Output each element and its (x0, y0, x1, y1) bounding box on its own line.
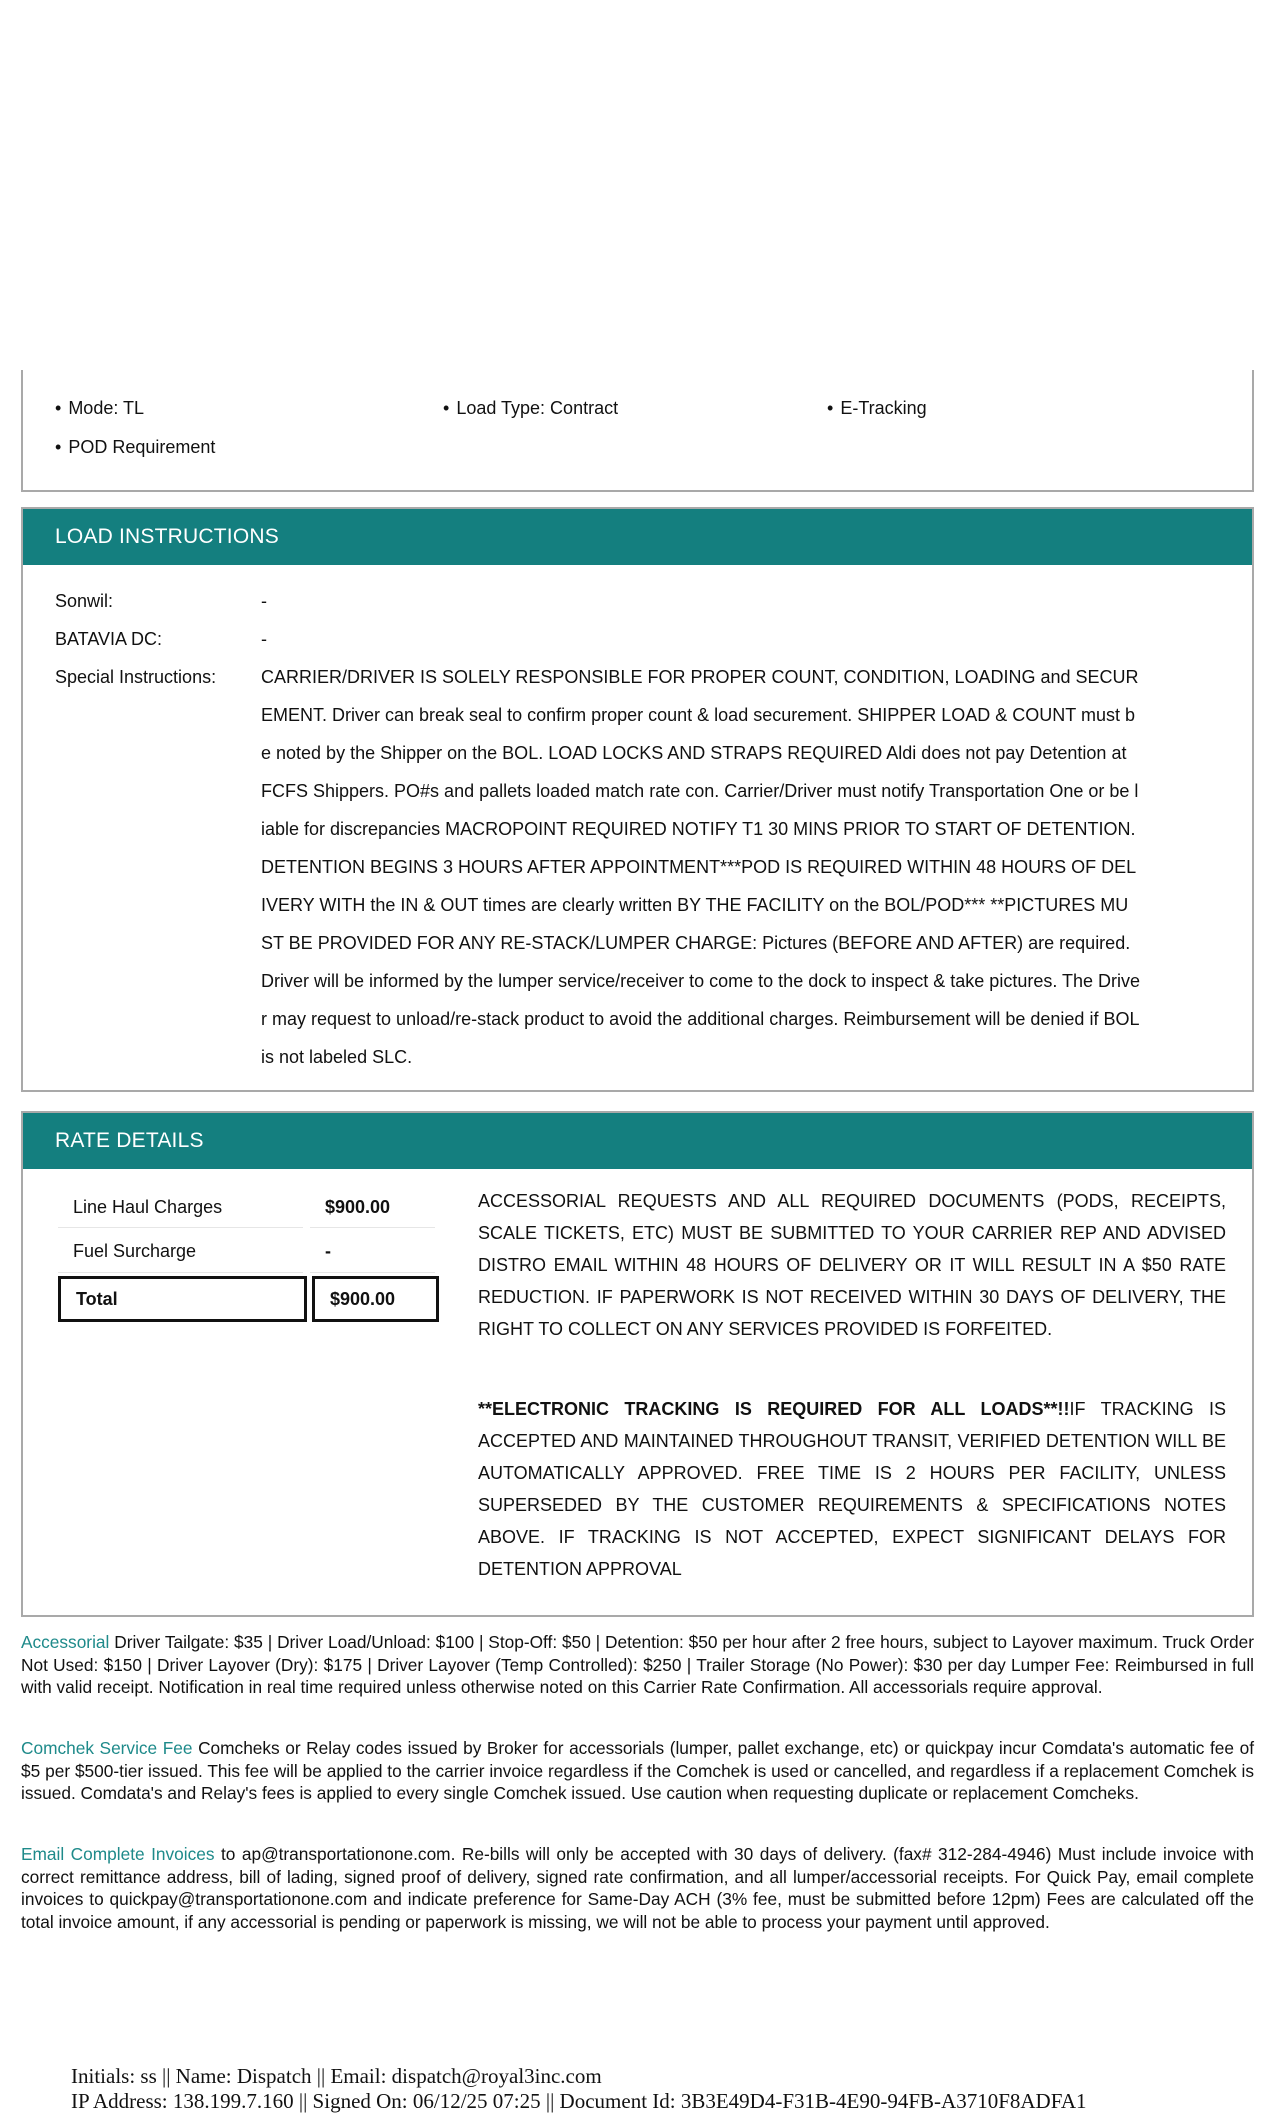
total-value: $900.00 (312, 1276, 439, 1322)
special-instructions-text (261, 658, 1191, 1076)
rate-details-title: RATE DETAILS (23, 1113, 1252, 1169)
accessorial-heading: Accessorial (21, 1632, 110, 1652)
rate-details-section (21, 1111, 1254, 1617)
invoice-text: to ap@transportationone.com. Re-bills will only be accepted with 30 days of delivery. (fax# 312-284-4946) Must include invoice with correct remittance address, bill of lading, signed proof of delivery, signed rate confirmation, and all lumper/accessorial receipts. For Quick Pay, email complete invoices to quickpay@transportationone.com and indicate preference for Same-Day ACH (3% fee, must be submitted before 12pm) Fees are calculated off the total invoice amount, if any accessorial is pending or paperwork is missing, we will not be able to process your payment until approved. (21, 1844, 1255, 1932)
tracking-notice-bold: **ELECTRONIC TRACKING IS REQUIRED FOR ALL LOADS**!! (478, 1399, 1070, 1419)
e-tracking-item: • E-Tracking (827, 398, 927, 419)
sonwil-label: Sonwil: (55, 591, 114, 611)
special-line: CARRIER/DRIVER IS SOLELY RESPONSIBLE FOR PROPER COUNT, CONDITION, LOADING and SECUR (261, 667, 1139, 687)
comchek-terms (21, 1737, 1254, 1805)
special-line: ST BE PROVIDED FOR ANY RE-STACK/LUMPER CHARGE: Pictures (BEFORE AND AFTER) are required. (261, 933, 1131, 953)
special-instructions-row (55, 658, 1191, 1076)
load-instructions-section (21, 507, 1254, 1092)
batavia-value: - (261, 629, 267, 649)
special-line: DETENTION BEGINS 3 HOURS AFTER APPOINTMENT***POD IS REQUIRED WITHIN 48 HOURS OF DEL (261, 857, 1137, 877)
special-line: FCFS Shippers. PO#s and pallets loaded match rate con. Carrier/Driver must notify Transportation One or be l (261, 781, 1139, 801)
tracking-notice-text: IF TRACKING IS ACCEPTED AND MAINTAINED THROUGHOUT TRANSIT, VERIFIED DETENTION WILL BE AUTOMATICALLY APPROVED. FREE TIME IS 2 HOURS PER FACILITY, UNLESS SUPERSEDED BY THE CUSTOMER REQUIREMENTS & SPECIFICATIONS NOTES ABOVE. IF TRACKING IS NOT ACCEPTED, EXPECT SIGNIFICANT DELAYS FOR DETENTION APPROVAL (478, 1399, 1227, 1579)
sonwil-value: - (261, 591, 267, 611)
signature-line-2: IP Address: 138.199.7.160 || Signed On: 06/12/25 07:25 || Document Id: 3B3E49D4-F31B-4E90-94FB-A3710F8ADFA1 (71, 2089, 1087, 2113)
total-label: Total (58, 1276, 307, 1322)
special-instructions-label: Special Instructions: (55, 667, 217, 687)
mode-item: • Mode: TL (55, 398, 144, 419)
special-line: iable for discrepancies MACROPOINT REQUIRED NOTIFY T1 30 MINS PRIOR TO START OF DETENTION. (261, 819, 1136, 839)
batavia-label: BATAVIA DC: (55, 629, 163, 649)
paperwork-notice: ACCESSORIAL REQUESTS AND ALL REQUIRED DOCUMENTS (PODS, RECEIPTS, SCALE TICKETS, ETC) MUST BE SUBMITTED TO YOUR CARRIER REP AND ADVISED DISTRO EMAIL WITHIN 48 HOURS OF DELIVERY OR IT WILL RESULT IN A $50 RATE REDUCTION. IF PAPERWORK IS NOT RECEIVED WITHIN 30 DAYS OF DELIVERY, THE RIGHT TO COLLECT ON ANY SERVICES PROVIDED IS FORFEITED. (478, 1191, 1226, 1339)
special-line: EMENT. Driver can break seal to confirm proper count & load securement. SHIPPER LOAD & COUNT must b (261, 705, 1135, 725)
special-line: e noted by the Shipper on the BOL. LOAD LOCKS AND STRAPS REQUIRED Aldi does not pay Detention at (261, 743, 1127, 763)
accessorial-text: Driver Tailgate: $35 | Driver Load/Unload: $100 | Stop-Off: $50 | Detention: $50 per hour after 2 free hours, subject to Layover maximum. Truck Order Not Used: $150 | Driver Layover (Dry): $175 | Driver Layover (Temp Controlled): $250 | Trailer Storage (No Power): $30 per day Lumper Fee: Reimbursed in full with valid receipt. Notification in real time required unless otherwise noted on this Carrier Rate Confirmation. All accessorials require approval. (21, 1632, 1254, 1697)
signature-line-1: Initials: ss || Name: Dispatch || Email: dispatch@royal3inc.com (71, 2064, 602, 2088)
fuel-surcharge-value: - (310, 1231, 435, 1273)
signature-footer (71, 2064, 1087, 2114)
summary-box (21, 370, 1254, 492)
accessorial-terms (21, 1631, 1254, 1699)
special-line: is not labeled SLC. (261, 1047, 413, 1067)
line-haul-label: Line Haul Charges (58, 1188, 303, 1228)
load-instructions-title: LOAD INSTRUCTIONS (23, 509, 1252, 565)
sonwil-row (55, 582, 267, 620)
tracking-notice (478, 1393, 1226, 1585)
special-line: r may request to unload/re-stack product to avoid the additional charges. Reimbursement will be denied if BOL (261, 1009, 1140, 1029)
invoice-terms (21, 1843, 1254, 1933)
fuel-surcharge-label: Fuel Surcharge (58, 1231, 303, 1273)
line-haul-value: $900.00 (310, 1188, 435, 1228)
invoice-heading: Email Complete Invoices (21, 1844, 215, 1864)
batavia-row (55, 620, 267, 658)
comchek-text: Comcheks or Relay codes issued by Broker for accessorials (lumper, pallet exchange, etc) or quickpay incur Comdata's automatic fee of $5 per $500-tier issued. This fee will be applied to the carrier invoice regardless if the Comchek is used or cancelled, and regardless if a replacement Comchek is issued. Comdata's and Relay's fees is applied to every single Comchek issued. Use caution when requesting duplicate or replacement Comcheks. (21, 1738, 1254, 1803)
special-line: Driver will be informed by the lumper service/receiver to come to the dock to inspect & take pictures. The Drive (261, 971, 1141, 991)
comchek-heading: Comchek Service Fee (21, 1738, 193, 1758)
load-type-item: • Load Type: Contract (443, 398, 618, 419)
pod-requirement-item: • POD Requirement (55, 437, 215, 458)
special-line: IVERY WITH the IN & OUT times are clearly written BY THE FACILITY on the BOL/POD*** **PICTURES MU (261, 895, 1129, 915)
